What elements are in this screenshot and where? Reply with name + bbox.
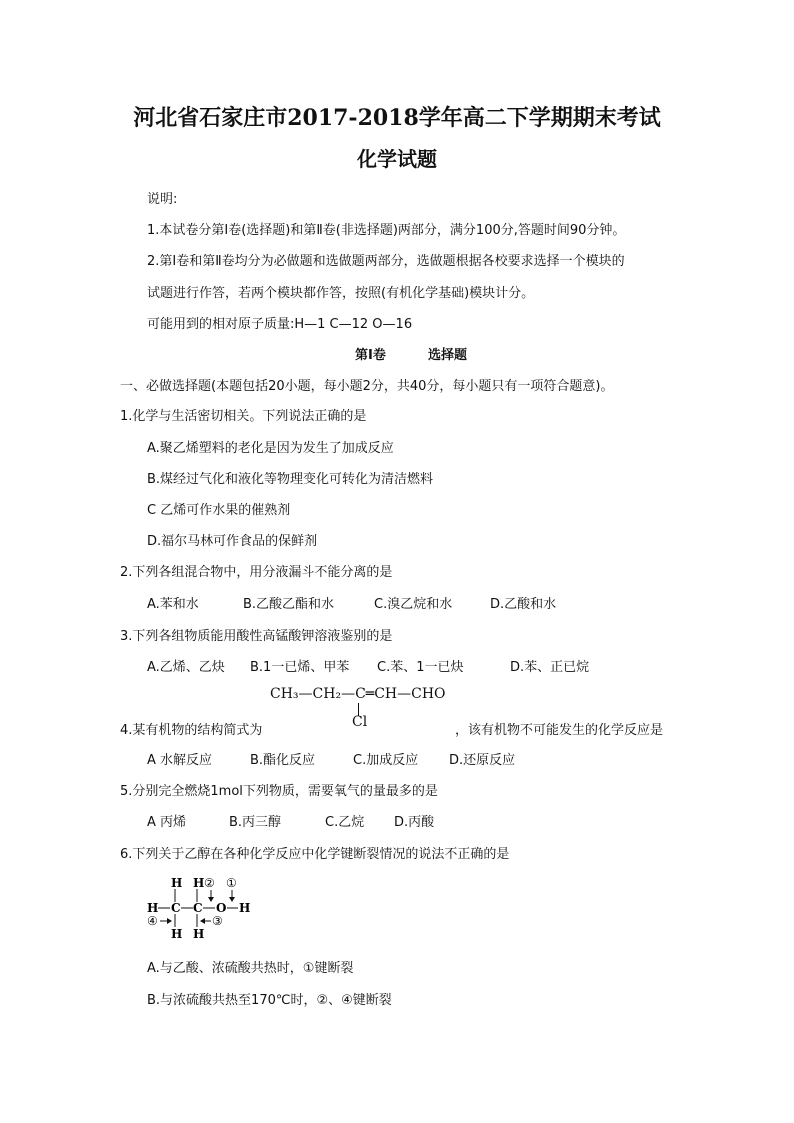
bond-label-4: ④ <box>147 914 158 928</box>
q4-option-b: B.酯化反应 <box>250 753 316 768</box>
notes-line3: 可能用到的相对原子质量:H—1 C—12 O—16 <box>147 317 413 332</box>
q6-stem: 6.下列关于乙醇在各种化学反应中化学键断裂情况的说法不正确的是 <box>120 847 510 862</box>
q3-option-b: B.1一已烯、甲苯 <box>250 660 350 675</box>
q2-option-c: C.溴乙烷和水 <box>374 597 453 612</box>
atom-o: O <box>216 901 227 915</box>
q1-option-b: B.煤经过气化和液化等物理变化可转化为清洁燃料 <box>147 472 434 487</box>
page-subtitle: 化学试题 <box>357 147 437 171</box>
q4-option-d: D.还原反应 <box>449 753 516 768</box>
q5-option-a: A 丙烯 <box>147 815 187 830</box>
q6-option-a: A.与乙酸、浓硫酸共热时，①键断裂 <box>147 961 354 976</box>
q2-option-a: A.苯和水 <box>147 597 199 612</box>
q3-option-d: D.苯、正已烷 <box>510 660 590 675</box>
q4-option-c: C.加成反应 <box>353 753 419 768</box>
ethanol-bond-diagram <box>140 874 260 944</box>
q1-option-d: D.福尔马林可作食品的保鲜剂 <box>147 534 318 549</box>
atom-h-top-1: H <box>171 876 183 890</box>
atom-h-right: H <box>239 901 251 915</box>
q2-option-d: D.乙酸和水 <box>490 597 557 612</box>
q6-option-b: B.与浓硫酸共热至170℃时，②、④键断裂 <box>147 993 392 1008</box>
q4-formula-main: CH₃—CH₂—C═CH—CHO <box>270 686 446 702</box>
q1-option-a: A.聚乙烯塑料的老化是因为发生了加成反应 <box>147 441 394 456</box>
q4-stem-end: ，该有机物不可能发生的化学反应是 <box>455 723 664 738</box>
section-name: 选择题 <box>428 348 468 363</box>
instruction: 一、必做选择题(本题包括20小题，每小题2分，共40分，每小题只有一项符合题意)。 <box>120 379 614 394</box>
notes-line1: 1.本试卷分第Ⅰ卷(选择题)和第Ⅱ卷(非选择题)两部分，满分100分,答题时间90分钟。 <box>147 223 626 238</box>
q5-stem: 5.分别完全燃烧1mol下列物质，需要氧气的量最多的是 <box>120 784 438 799</box>
q5-option-c: C.乙烷 <box>325 815 365 830</box>
q5-option-b: B.丙三醇 <box>229 815 282 830</box>
q3-stem: 3.下列各组物质能用酸性高锰酸钾溶液鉴别的是 <box>120 629 393 644</box>
notes-line2a: 2.第Ⅰ卷和第Ⅱ卷均分为必做题和选做题两部分，选做题根据各校要求选择一个模块的 <box>147 254 625 269</box>
bond-label-1: ① <box>226 876 237 890</box>
q2-option-b: B.乙酸乙酯和水 <box>243 597 335 612</box>
q2-stem: 2.下列各组混合物中，用分液漏斗不能分离的是 <box>120 565 393 580</box>
page-title: 河北省石家庄市2017-2018学年高二下学期期末考试 <box>133 105 661 131</box>
atom-h-bottom-2: H <box>193 927 205 941</box>
q4-formula-substituent: Cl <box>352 714 368 730</box>
atom-h-bottom-1: H <box>171 927 183 941</box>
bond-label-3: ③ <box>212 914 223 928</box>
q3-option-c: C.苯、1一已炔 <box>377 660 464 675</box>
atom-c-2: C <box>193 901 203 915</box>
notes-heading: 说明: <box>147 192 178 207</box>
q4-stem-start: 4.某有机物的结构简式为 <box>120 723 263 738</box>
notes-line2b: 试题进行作答，若两个模块都作答，按照(有机化学基础)模块计分。 <box>147 286 535 301</box>
atom-h-top-2: H <box>193 876 205 890</box>
bond-label-2: ② <box>204 876 215 890</box>
atom-h-left: H <box>147 901 159 915</box>
q1-stem: 1.化学与生活密切相关。下列说法正确的是 <box>120 409 367 424</box>
atom-c-1: C <box>171 901 181 915</box>
q3-option-a: A.乙烯、乙炔 <box>147 660 225 675</box>
q4-option-a: A 水解反应 <box>147 753 213 768</box>
q1-option-c: C 乙烯可作水果的催熟剂 <box>147 503 291 518</box>
section-part: 第Ⅰ卷 <box>355 348 386 363</box>
q5-option-d: D.丙酸 <box>394 815 435 830</box>
